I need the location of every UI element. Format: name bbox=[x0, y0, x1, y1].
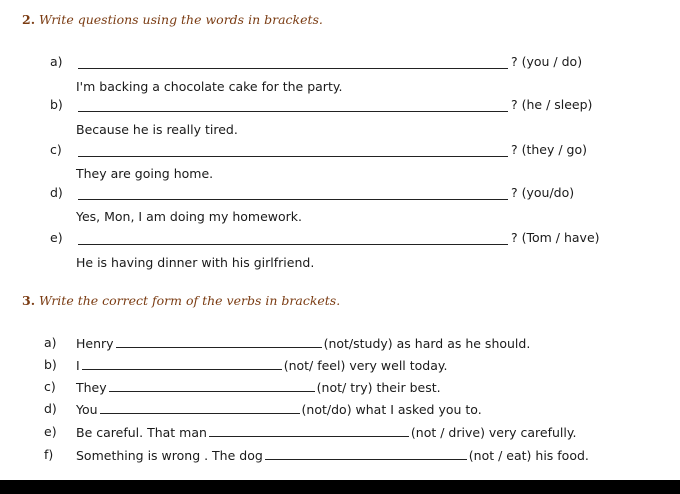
answer-blank-line[interactable] bbox=[78, 244, 508, 245]
item-letter: f) bbox=[44, 447, 54, 462]
question-hint: ? (he / sleep) bbox=[511, 97, 593, 112]
item-sentence bbox=[76, 424, 576, 440]
answer-text: I'm backing a chocolate cake for the party. bbox=[76, 79, 343, 94]
section2-question-row bbox=[0, 185, 680, 203]
answer-blank-line[interactable] bbox=[100, 401, 300, 414]
answer-blank-line[interactable] bbox=[209, 424, 409, 437]
item-sentence bbox=[76, 447, 589, 463]
bottom-black-bar bbox=[0, 480, 680, 494]
answer-text: Because he is really tired. bbox=[76, 122, 238, 137]
sentence-start: They bbox=[76, 380, 107, 395]
item-letter: d) bbox=[44, 401, 57, 416]
answer-blank-line[interactable] bbox=[265, 447, 467, 460]
section2-number: 2. bbox=[22, 12, 36, 27]
section2-question-row bbox=[0, 97, 680, 115]
section3-item-row bbox=[0, 401, 680, 419]
section3-title: Write the correct form of the verbs in brackets. bbox=[39, 293, 341, 308]
question-letter: b) bbox=[50, 97, 63, 112]
section2-heading bbox=[22, 12, 323, 27]
answer-blank-line[interactable] bbox=[78, 111, 508, 112]
sentence-start: Something is wrong . The dog bbox=[76, 448, 263, 463]
answer-blank-line[interactable] bbox=[78, 156, 508, 157]
item-sentence bbox=[76, 379, 441, 395]
section2-title: Write questions using the words in brackets. bbox=[39, 12, 323, 27]
answer-blank-line[interactable] bbox=[82, 357, 282, 370]
section2-question-row bbox=[0, 230, 680, 248]
answer-text: Yes, Mon, I am doing my homework. bbox=[76, 209, 302, 224]
question-hint: ? (you/do) bbox=[511, 185, 575, 200]
item-letter: e) bbox=[44, 424, 57, 439]
answer-blank-line[interactable] bbox=[78, 199, 508, 200]
item-sentence bbox=[76, 335, 530, 351]
sentence-start: I bbox=[76, 358, 80, 373]
answer-blank-line[interactable] bbox=[116, 335, 322, 348]
section3-item-row bbox=[0, 379, 680, 397]
answer-blank-line[interactable] bbox=[109, 379, 315, 392]
sentence-start: Be careful. That man bbox=[76, 425, 207, 440]
verb-hint: (not/study) as hard as he should. bbox=[323, 336, 531, 351]
question-letter: d) bbox=[50, 185, 63, 200]
verb-hint: (not/ try) their best. bbox=[316, 380, 441, 395]
question-letter: c) bbox=[50, 142, 62, 157]
verb-hint: (not / eat) his food. bbox=[468, 448, 589, 463]
verb-hint: (not/do) what I asked you to. bbox=[301, 402, 482, 417]
section2-question-row bbox=[0, 142, 680, 160]
sentence-start: Henry bbox=[76, 336, 114, 351]
item-letter: a) bbox=[44, 335, 57, 350]
section3-item-row bbox=[0, 424, 680, 442]
section2-question-row bbox=[0, 54, 680, 72]
question-letter: e) bbox=[50, 230, 63, 245]
answer-text: He is having dinner with his girlfriend. bbox=[76, 255, 315, 270]
item-letter: c) bbox=[44, 379, 56, 394]
answer-blank-line[interactable] bbox=[78, 68, 508, 69]
item-sentence bbox=[76, 401, 482, 417]
section3-heading bbox=[22, 293, 340, 308]
answer-text: They are going home. bbox=[76, 166, 214, 181]
verb-hint: (not / drive) very carefully. bbox=[410, 425, 577, 440]
section3-item-row bbox=[0, 447, 680, 465]
question-letter: a) bbox=[50, 54, 63, 69]
item-letter: b) bbox=[44, 357, 57, 372]
question-hint: ? (Tom / have) bbox=[511, 230, 600, 245]
section3-number: 3. bbox=[22, 293, 36, 308]
sentence-start: You bbox=[76, 402, 98, 417]
question-hint: ? (you / do) bbox=[511, 54, 583, 69]
verb-hint: (not/ feel) very well today. bbox=[283, 358, 448, 373]
item-sentence bbox=[76, 357, 448, 373]
question-hint: ? (they / go) bbox=[511, 142, 588, 157]
section3-item-row bbox=[0, 357, 680, 375]
section3-item-row bbox=[0, 335, 680, 353]
